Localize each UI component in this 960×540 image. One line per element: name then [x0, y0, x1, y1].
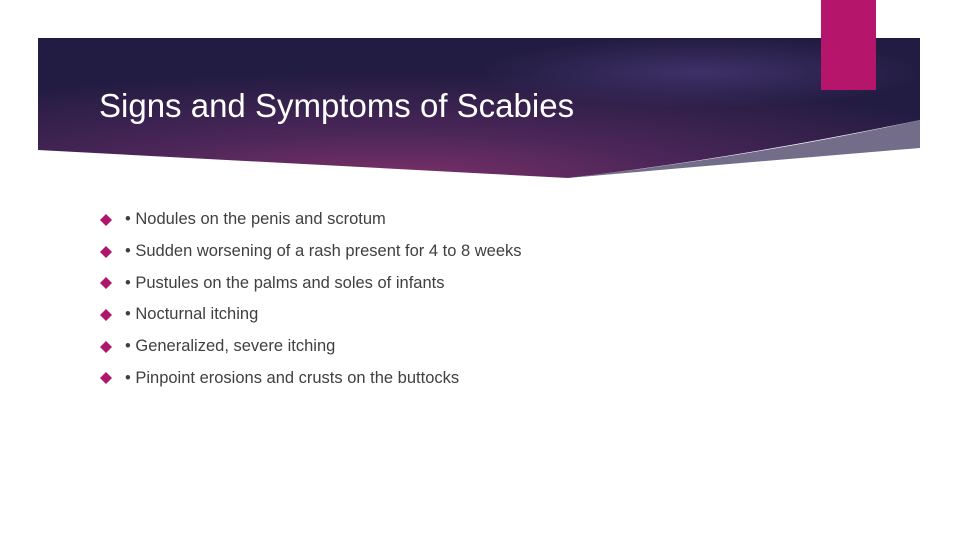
diamond-icon [100, 214, 112, 226]
list-item [100, 204, 522, 236]
diamond-icon [100, 341, 112, 353]
bullet-text: • Pustules on the palms and soles of infants [125, 273, 445, 292]
list-item [100, 299, 522, 331]
bullet-text: • Nodules on the penis and scrotum [125, 210, 386, 229]
accent-block [821, 0, 876, 90]
bullet-text: • Sudden worsening of a rash present for 4 to 8 weeks [125, 242, 522, 261]
diamond-icon [100, 277, 112, 289]
diamond-icon [100, 309, 112, 321]
bullet-text: • Generalized, severe itching [125, 337, 336, 356]
diamond-icon [100, 246, 112, 258]
diamond-icon [100, 372, 112, 384]
slide-title: Signs and Symptoms of Scabies [99, 87, 575, 124]
bullet-text: • Pinpoint erosions and crusts on the buttocks [125, 368, 460, 387]
list-item [100, 331, 522, 363]
bullet-list [100, 204, 522, 394]
list-item [100, 267, 522, 299]
list-item [100, 236, 522, 268]
bullet-text: • Nocturnal itching [125, 305, 259, 324]
list-item [100, 362, 522, 394]
